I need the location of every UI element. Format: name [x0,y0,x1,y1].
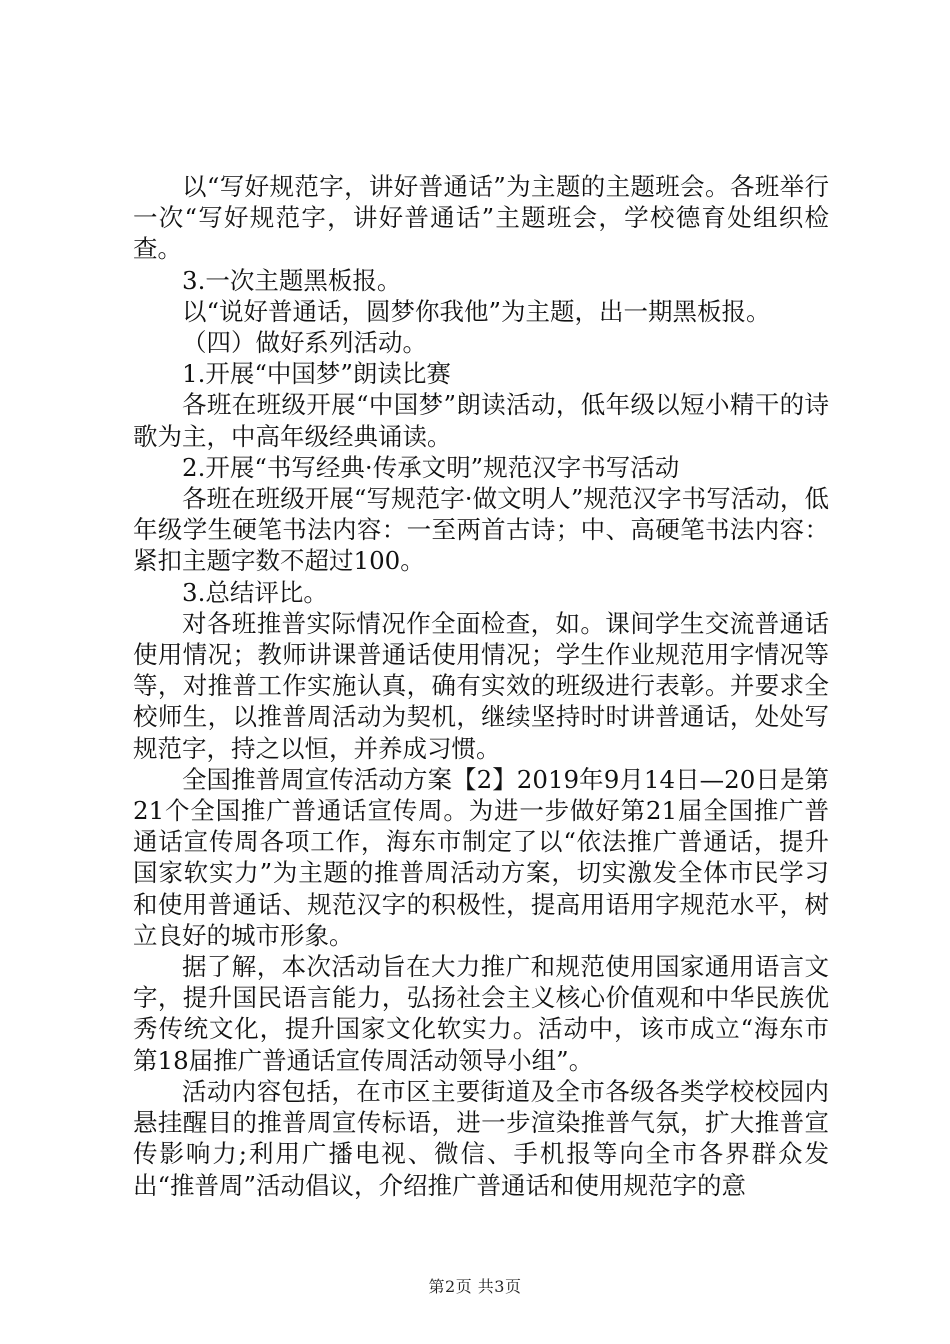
paragraph-theme-class-meeting: 以“写好规范字，讲好普通话”为主题的主题班会。各班举行一次“写好规范字，讲好普通话”主题班会，学校德育处组织检查。 [133,172,829,264]
paragraph-activity-purpose: 据了解，本次活动旨在大力推广和规范使用国家通用语言文字，提升国民语言能力，弘扬社会主义核心价值观和中华民族优秀传统文化，提升国家文化软实力。活动中，该市成立“海东市第18届推广普通话宣传周活动领导小组”。 [133,952,829,1075]
paragraph-reading-contest-body: 各班在班级开展“中国梦”朗读活动，低年级以短小精干的诗歌为主，中高年级经典诵读。 [133,390,829,451]
paragraph-summary-heading: 3.总结评比。 [182,577,328,607]
paragraph-blackboard-heading: 3.一次主题黑板报。 [182,265,402,295]
paragraph-writing-activity-heading: 2.开展“书写经典·传承文明”规范汉字书写活动 [182,452,680,482]
paragraph-blackboard-theme: 以“说好普通话，圆梦你我他”为主题，出一期黑板报。 [182,296,771,326]
page-footer: 第2页 共3页 [428,1277,522,1296]
document-body [133,171,829,1201]
paragraph-activity-content: 活动内容包括，在市区主要街道及全市各级各类学校校园内悬挂醒目的推普周宣传标语，进一步渲染推普气氛，扩大推普宣传影响力;利用广播电视、微信、手机报等向全市各界群众发出“推普周”活动倡议，介绍推广普通话和使用规范字的意 [133,1076,829,1200]
paragraph-writing-activity-body: 各班在班级开展“写规范字·做文明人”规范汉字书写活动，低年级学生硬笔书法内容：一至两首古诗；中、高硬笔书法内容：紧扣主题字数不超过100。 [133,484,829,576]
paragraph-section-four-heading: （四）做好系列活动。 [182,328,427,358]
paragraph-summary-body: 对各班推普实际情况作全面检查，如。课间学生交流普通话使用情况；教师讲课普通话使用情况；学生作业规范用字情况等等，对推普工作实施认真，确有实效的班级进行表彰。并要求全校师生，以推普周活动为契机，继续坚持时时讲普通话，处处写规范字，持之以恒，并养成习惯。 [133,608,829,763]
paragraph-reading-contest-heading: 1.开展“中国梦”朗读比赛 [182,359,451,389]
paragraph-plan-two-intro: 全国推普周宣传活动方案【2】2019年9月14日—20日是第21个全国推广普通话宣传周。为进一步做好第21届全国推广普通话宣传周各项工作，海东市制定了以“依法推广普通话，提升国家软实力”为主题的推普周活动方案，切实激发全体市民学习和使用普通话、规范汉字的积极性，提高用语用字规范水平，树立良好的城市形象。 [133,764,829,950]
